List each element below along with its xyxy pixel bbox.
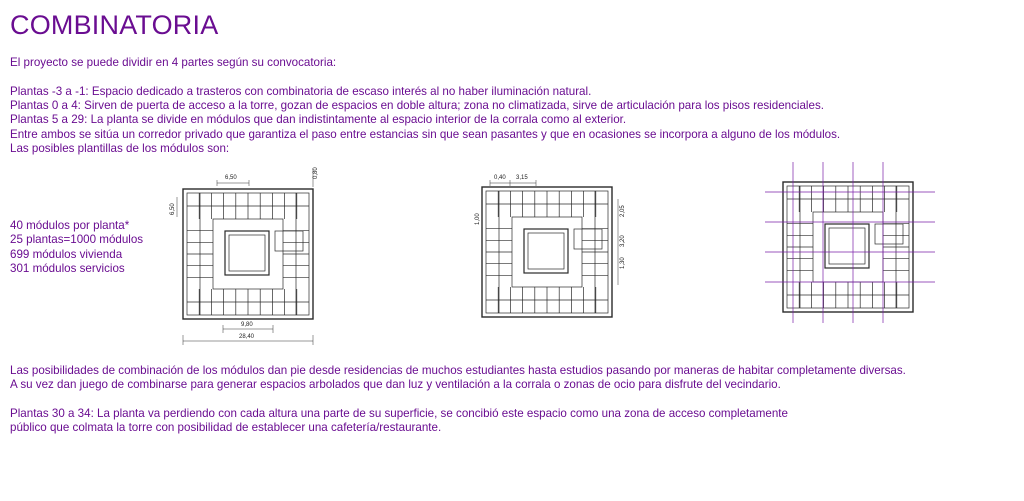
module-stats	[10, 219, 143, 276]
floors-description	[10, 85, 840, 156]
paragraph-combination-1: Las posibilidades de combinación de los módulos dan pie desde residencias de muchos estudiantes hasta estudios pasando por maneras de habitar completamente diversas.	[10, 364, 906, 377]
plan-1-drawing	[183, 189, 313, 319]
plan-1-dim-bottom-total: 28,40	[239, 334, 255, 340]
paragraph-corridor: Entre ambos se sitúa un corredor privado que garantiza el paso entre estancias sin que sean pasantes y que en ocasiones se incorpora a alguno de los módulos.	[10, 127, 841, 141]
floor-plan-3	[765, 160, 945, 325]
page-title: COMBINATORIA	[10, 10, 219, 40]
plan-2-dim-right-a: 2,05	[620, 205, 626, 217]
floor-plan-1	[165, 165, 335, 345]
combination-description	[10, 364, 906, 392]
stat-total-modules: 25 plantas=1000 módulos	[10, 233, 144, 247]
paragraph-top-floors-2: público que colmata la torre con posibilidad de establecer una cafetería/restaurante.	[10, 421, 442, 435]
stat-service-modules: 301 módulos servicios	[10, 261, 125, 275]
floor-plan-2	[470, 165, 640, 325]
paragraph-residential: Plantas 5 a 29: La planta se divide en módulos que dan indistintamente al espacio interior de la corrala como al exterior.	[10, 113, 627, 127]
plan-1-dim-right-top: 0,80	[313, 167, 319, 179]
plan-2-drawing	[482, 187, 612, 317]
paragraph-combination-2: A su vez dan juego de combinarse para generar espacios arbolados que dan luz y ventilación a la corrala o zonas de ocio para disfrute del vecindario.	[10, 378, 781, 392]
stat-housing-modules: 699 módulos vivienda	[10, 247, 123, 261]
plan-3-drawing	[783, 182, 913, 312]
plan-2-dim-left: 1,00	[475, 213, 481, 225]
plan-2-dim-top-b: 3,15	[516, 175, 528, 181]
plan-2-dim-top-a: 0,40	[494, 175, 506, 181]
paragraph-basement: Plantas -3 a -1: Espacio dedicado a trasteros con combinatoria de escaso interés al no haber iluminación natural.	[10, 85, 592, 98]
plan-1-dim-bottom-inner: 9,80	[241, 322, 253, 328]
plan-1-dim-top: 6,50	[225, 175, 237, 181]
top-floors-description	[10, 407, 788, 435]
plan-2-dim-right-b: 3,20	[620, 235, 626, 247]
intro-text: El proyecto se puede dividir en 4 partes según su convocatoria:	[10, 56, 337, 69]
stat-modules-per-floor: 40 módulos por planta*	[10, 219, 130, 232]
paragraph-top-floors-1: Plantas 30 a 34: La planta va perdiendo con cada altura una parte de su superficie, se concibió este espacio como una zona de acceso completamente	[10, 407, 788, 420]
plan-1-dim-left: 6,50	[170, 203, 176, 215]
paragraph-ground: Plantas 0 a 4: Sirven de puerta de acceso a la torre, gozan de espacios en doble altura; zona no climatizada, sirve de articulación para los pisos residenciales.	[10, 99, 824, 113]
plan-2-dim-right-c: 1,30	[620, 257, 626, 269]
paragraph-templates: Las posibles plantillas de los módulos son:	[10, 141, 230, 155]
